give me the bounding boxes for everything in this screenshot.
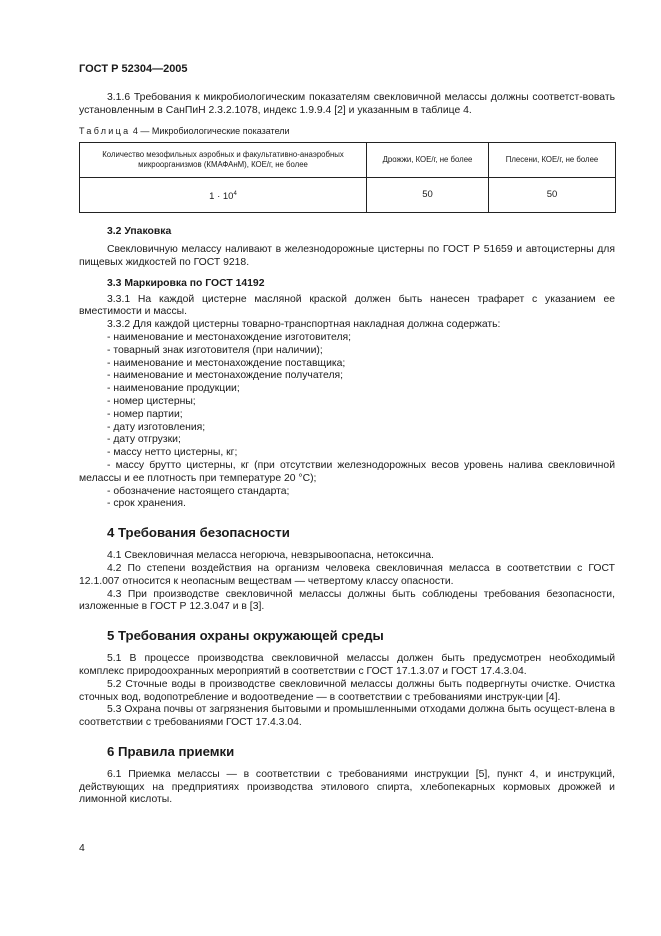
paragraph-4-2: 4.2 По степени воздействия на организм человека свекловичная меласса в соответствии с ГОСТ 12.1.007 относится к неопасным веществам — четвертому классу опасности.	[79, 562, 615, 587]
table-caption	[79, 125, 615, 138]
list-item: - товарный знак изготовителя (при наличии);	[107, 344, 323, 356]
paragraph-4-1: 4.1 Свекловичная меласса негорюча, невзрывоопасна, нетоксична.	[107, 550, 434, 562]
waybill-list	[79, 332, 615, 511]
paragraph-3-3-2: 3.3.2 Для каждой цистерны товарно-транспортная накладная должна содержать:	[107, 319, 501, 331]
list-item: - номер цистерны;	[107, 395, 196, 407]
subsection-3-3-title: 3.3 Маркировка по ГОСТ 14192	[107, 277, 265, 289]
subsection-3-2-title: 3.2 Упаковка	[107, 226, 172, 238]
list-item: - дату изготовления;	[107, 421, 206, 433]
paragraph-4-3: 4.3 При производстве свекловичной мелассы должны быть соблюдены требования безопасности, изложенные в ГОСТ Р 12.3.047 и в [3].	[79, 588, 615, 613]
kmafanm-base: 1 · 10	[209, 190, 234, 202]
paragraph-3-2: Свекловичную мелассу наливают в железнодорожные цистерны по ГОСТ Р 51659 и автоцистерны для пищевых жидкостей по ГОСТ 9218.	[79, 244, 615, 268]
paragraph-3-3-1: 3.3.1 На каждой цистерне масляной краской должен быть нанесен трафарет с указанием ее вместимости и массы.	[79, 293, 615, 318]
list-item: - массу нетто цистерны, кг;	[107, 447, 238, 459]
list-item: - массу брутто цистерны, кг (при отсутствии железнодорожных весов уровень налива свекловичной мелассы и ее плотность при температуре 20 °С);	[79, 459, 615, 484]
list-item: - наименование и местонахождение поставщика;	[107, 357, 346, 369]
paragraph-5-2: 5.2 Сточные воды в производстве свекловичной мелассы должны быть подвергнуты очистке. Очистка сточных вод, водопотребление и водоотведение — в соответствии с требованиями инструк-ции [4].	[79, 678, 615, 703]
list-item: - наименование и местонахождение изготовителя;	[107, 331, 352, 343]
table-row	[80, 178, 616, 213]
kmafanm-exponent: 4	[233, 190, 237, 197]
page-content	[79, 92, 615, 807]
paragraph-5-1: 5.1 В процессе производства свекловичной мелассы должен быть предусмотрен необходимый комплекс природоохранных мероприятий в соответствии с ГОСТ 17.1.3.07 и ГОСТ 17.4.3.04.	[79, 653, 615, 677]
header-yeast: Дрожжи, КОЕ/г, не более	[367, 143, 489, 178]
paragraph-5-3: 5.3 Охрана почвы от загрязнения бытовыми и промышленными отходами должна быть осущест-влена в соответствии с требованиями ГОСТ 17.4.3.04.	[79, 704, 615, 729]
list-item: - наименование и местонахождение получателя;	[107, 370, 344, 382]
paragraph-3-1-6: 3.1.6 Требования к микробиологическим показателям свекловичной мелассы должны соответст-вовать установленным в СанПиН 2.3.2.1078, индекс 1.9.9.4 [2] и указанным в таблице 4.	[79, 92, 615, 116]
document-header: ГОСТ Р 52304—2005	[79, 63, 188, 75]
table-caption-title: 4 — Микробиологические показатели	[130, 125, 290, 136]
table-header-row	[80, 143, 616, 178]
list-item: - дату отгрузки;	[107, 434, 181, 446]
paragraph-6-1: 6.1 Приемка мелассы — в соответствии с требованиями инструкции [5], пункт 4, и инструкций, действующих на предприятиях производства этилового спирта, хлебопекарных кормовых дрожжей и лимонной кислоты.	[79, 768, 615, 806]
table-caption-prefix: Таблица	[79, 125, 131, 136]
list-item: - номер партии;	[107, 408, 183, 420]
list-item: - срок хранения.	[107, 498, 186, 510]
section-6-title: 6 Правила приемки	[107, 743, 235, 759]
list-item: - наименование продукции;	[107, 383, 240, 395]
header-mold: Плесени, КОЕ/г, не более	[489, 143, 616, 178]
cell-mold: 50	[489, 178, 616, 213]
list-item: - обозначение настоящего стандарта;	[107, 485, 290, 497]
cell-yeast: 50	[367, 178, 489, 213]
page-number: 4	[79, 843, 85, 854]
section-4-title: 4 Требования безопасности	[107, 525, 290, 541]
microbiology-table	[79, 142, 616, 213]
section-5-title: 5 Требования охраны окружающей среды	[107, 628, 384, 644]
cell-kmafanm	[80, 178, 367, 213]
header-kmafanm: Количество мезофильных аэробных и факультативно-анаэробных микроорганизмов (КМАФАнМ), КОЕ/г, не более	[80, 143, 367, 178]
